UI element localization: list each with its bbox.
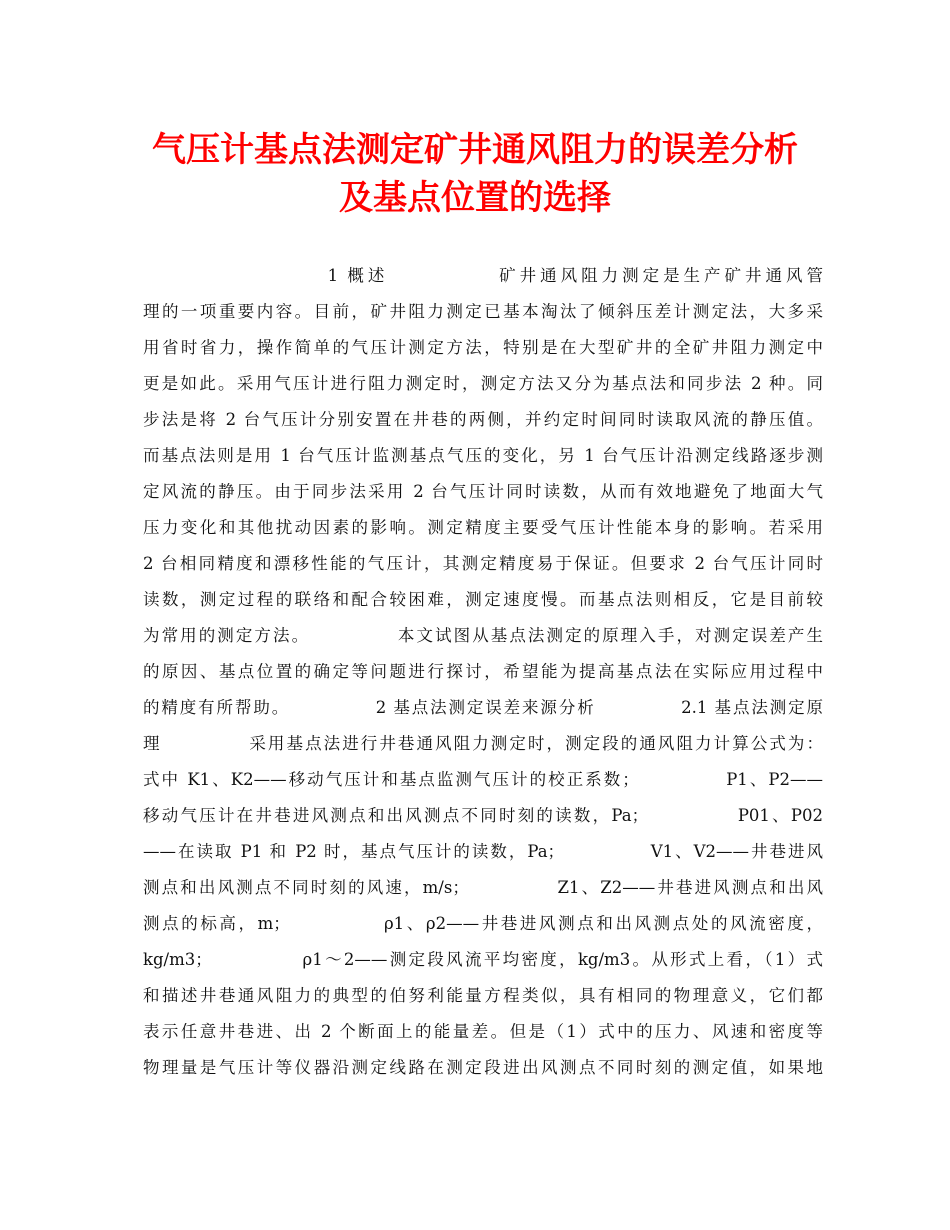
- body-line: 压力变化和其他扰动因素的影响。测定精度主要受气压计性能本身的影响。若采用: [143, 518, 823, 537]
- body-line: 物理量是气压计等仪器沿测定线路在测定段进出风测点不同时刻的测定值，如果地: [143, 1058, 823, 1077]
- body-line: 式中 K1、K2——移动气压计和基点监测气压计的校正系数； P1、P2——: [143, 770, 823, 789]
- body-line: 测点的标高，m； ρ1、ρ2——井巷进风测点和出风测点处的风流密度，: [143, 914, 823, 933]
- body-line: 测点和出风测点不同时刻的风速，m/s； Z1、Z2——井巷进风测点和出风: [143, 878, 823, 897]
- body-line: 读数，测定过程的联络和配合较困难，测定速度慢。而基点法则相反，它是目前较: [143, 590, 823, 609]
- body-line: 理的一项重要内容。目前，矿井阻力测定已基本淘汰了倾斜压差计测定法，大多采: [143, 302, 823, 321]
- body-line: 移动气压计在井巷进风测点和出风测点不同时刻的读数，Pa； P01、P02: [143, 806, 823, 825]
- body-line: 表示任意井巷进、出 2 个断面上的能量差。但是（1）式中的压力、风速和密度等: [143, 1022, 823, 1041]
- body-line: 理 采用基点法进行井巷通风阻力测定时，测定段的通风阻力计算公式为：: [143, 734, 823, 753]
- body-line: 的原因、基点位置的确定等问题进行探讨，希望能为提高基点法在实际应用过程中: [143, 662, 823, 681]
- body-line: 和描述井巷通风阻力的典型的伯努利能量方程类似，具有相同的物理意义，它们都: [143, 986, 823, 1005]
- body-line: ——在读取 P1 和 P2 时，基点气压计的读数，Pa； V1、V2——井巷进风: [143, 842, 823, 861]
- body-line: 更是如此。采用气压计进行阻力测定时，测定方法又分为基点法和同步法 2 种。同: [143, 374, 823, 393]
- body-line: 用省时省力，操作简单的气压计测定方法，特别是在大型矿井的全矿井阻力测定中: [143, 338, 823, 357]
- body-line: kg/m3； ρ1～2——测定段风流平均密度，kg/m3。从形式上看，（1）式: [143, 950, 823, 969]
- body-line: 步法是将 2 台气压计分别安置在井巷的两侧，并约定时间同时读取风流的静压值。: [143, 410, 823, 429]
- body-line: 定风流的静压。由于同步法采用 2 台气压计同时读数，从而有效地避免了地面大气: [143, 482, 823, 501]
- body-line: 为常用的测定方法。 本文试图从基点法测定的原理入手，对测定误差产生: [143, 626, 823, 645]
- document-title-line-1: 气压计基点法测定矿井通风阻力的误差分析: [152, 130, 798, 170]
- body-line: 2 台相同精度和漂移性能的气压计，其测定精度易于保证。但要求 2 台气压计同时: [143, 554, 823, 573]
- document-body: [143, 258, 823, 1086]
- body-line: 的精度有所帮助。 2 基点法测定误差来源分析 2.1 基点法测定原: [143, 698, 823, 717]
- body-line: 而基点法则是用 1 台气压计监测基点气压的变化，另 1 台气压计沿测定线路逐步测: [143, 446, 823, 465]
- document-title-line-2: 及基点位置的选择: [339, 178, 611, 218]
- body-line: 1 概述 矿井通风阻力测定是生产矿井通风管: [143, 266, 823, 285]
